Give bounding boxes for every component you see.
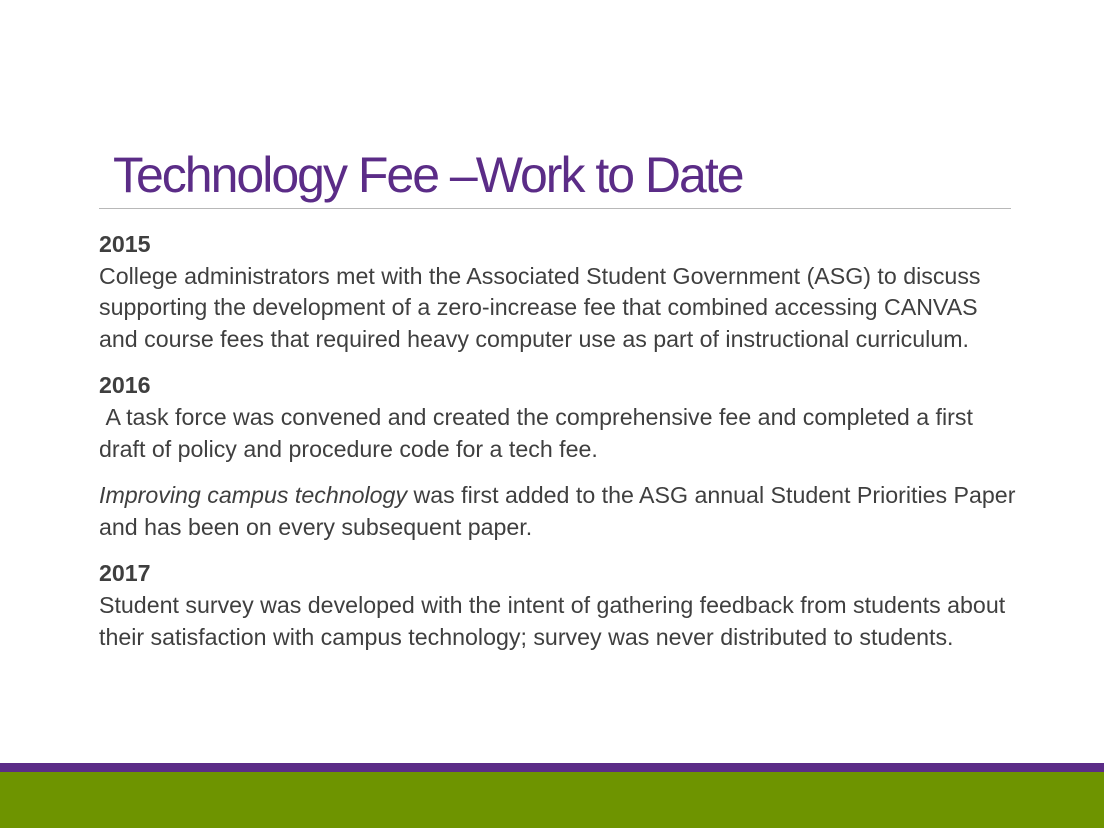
- footer-green-band: [0, 772, 1104, 828]
- entry-text: A task force was convened and created the comprehensive fee and completed a first draft of policy and procedure code for a tech fee.: [99, 403, 980, 462]
- slide-title: Technology Fee –Work to Date: [113, 147, 743, 203]
- entry-year: 2016: [99, 372, 151, 399]
- entry-text: College administrators met with the Associated Student Government (ASG) to discuss supporting the development of a zero-increase fee that combined accessing CANVAS and course fees that required heavy computer use as part of instructional curriculum.: [99, 262, 987, 352]
- entry-2016: [99, 370, 1019, 465]
- entry-year: 2017: [99, 560, 151, 587]
- entry-italic-lead: Improving campus technology: [99, 482, 408, 509]
- entry-2017: [99, 558, 1019, 653]
- entry-text-rest: was first added to the ASG annual Student Priorities Paper and has been on every subsequent paper.: [99, 482, 1022, 540]
- slide-body: [99, 229, 1022, 668]
- footer-purple-band: [0, 763, 1104, 772]
- entry-asg-priorities: [99, 480, 1022, 543]
- entry-year: 2015: [99, 231, 151, 257]
- entry-text: Student survey was developed with the intent of gathering feedback from students about their satisfaction with campus technology; survey was never distributed to students.: [99, 591, 1012, 650]
- entry-text: [99, 480, 1022, 543]
- title-divider: [99, 208, 1011, 209]
- entry-2015: [99, 229, 1019, 355]
